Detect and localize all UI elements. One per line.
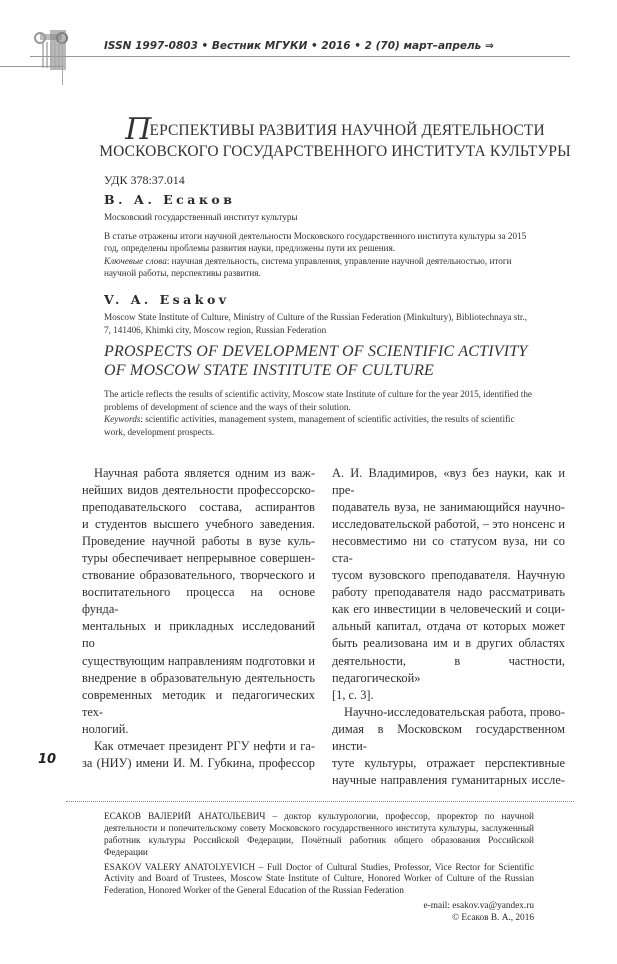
page-number: 10: [38, 752, 57, 767]
body-line: Как отмечает президент РГУ нефти и га-: [94, 739, 315, 754]
body-line: несовместимо ни со статусом вуза, ни со ста-: [332, 533, 565, 565]
body-line: работу преподавателя надо рассматривать: [332, 585, 565, 600]
author-email: e-mail: esakov.va@yandex.ru: [423, 900, 534, 911]
body-line: тусом вузовского преподавателя. Научную: [332, 568, 565, 583]
body-line: димая в Московском государственном инсти-: [332, 721, 565, 754]
abstract-text: The article reflects the results of scientific activity, Moscow state Institute of culture for the year 2015, identified the problems of development of science and the ways of their solution.: [104, 389, 533, 412]
author-ru: В. А. Есаков: [104, 192, 236, 207]
body-line: ментальных и прикладных исследований по: [82, 619, 315, 651]
article-title-line2: МОСКОВСКОГО ГОСУДАРСТВЕННОГО ИНСТИТУТА КУЛЬТУРЫ: [99, 143, 571, 160]
body-column-right: [332, 465, 565, 790]
abstract-en: [104, 388, 534, 438]
body-line: туте культуры, отражает перспективные: [332, 756, 565, 771]
author-bio-ru: ЕСАКОВ ВАЛЕРИЙ АНАТОЛЬЕВИЧ – доктор культурологии, профессор, проректор по научной деятельности и попечительскому совету Московского государственного института культуры, заслуженный работник культуры Российской Федерации, Почётный работник общего образования Российской Федерации: [104, 812, 534, 858]
keywords-text: : научная деятельность, система управления, управление научной деятельностью, итоги научной работы, перспективы развития.: [104, 255, 512, 279]
body-line: альный капитал, отдача от которых может: [332, 619, 565, 634]
keywords-label: Keywords: [104, 414, 141, 425]
body-line: нейших видов деятельности профессорско-: [82, 482, 315, 497]
body-line: Научно-исследовательская работа, прово-: [344, 704, 565, 719]
body-line: исследовательской работой, – это нонсенс и: [332, 516, 565, 531]
body-line: нологий.: [82, 721, 129, 736]
body-line: научные направления гуманитарных иссле-: [332, 773, 565, 788]
body-line: и студентов высшего учебного заведения.: [82, 516, 315, 531]
body-line: Научная работа является одним из важ-: [94, 465, 315, 480]
article-title-line1: [90, 112, 580, 147]
body-line: внедрение в образовательную деятельность: [82, 670, 315, 685]
body-line: существующим направлениям подготовки и: [82, 653, 315, 668]
affiliation-ru: Московский государственный институт культуры: [104, 212, 298, 222]
author-bio-en: ESAKOV VALERY ANATOLYEVICH – Full Doctor of Cultural Studies, Professor, Vice Rector for Scientific Activity and Board of Trustees, Moscow State Institute of Culture, Honored Worker of Culture of the Russian Federation, Honored Worker of the General Education of the Russian Federation: [104, 862, 534, 897]
body-line: современных методик и педагогических тех-: [82, 687, 315, 719]
copyright: © Есаков В. А., 2016: [452, 912, 534, 923]
body-columns: [82, 465, 565, 790]
body-line: [1, с. 3].: [332, 687, 374, 702]
udk-code: УДК 378:37.014: [104, 173, 185, 187]
keywords-label: Ключевые слова: [104, 255, 167, 266]
affiliation-en: Moscow State Institute of Culture, Ministry of Culture of the Russian Federation (Minkultury), Bibliotechnaya str., 7, 141406, Khimki city, Moscow region, Russian Federation: [104, 311, 528, 335]
body-line: воспитательного процесса на основе фунда-: [82, 585, 315, 617]
body-column-left: [82, 465, 315, 790]
body-line: деятельности, в частности, педагогической»: [332, 653, 565, 685]
running-header: ISSN 1997-0803 • Вестник МГУКИ • 2016 • 2 (70) март–апрель ⇒: [104, 40, 494, 52]
author-en: V. A. Esakov: [104, 291, 230, 307]
english-title-line2: OF MOSCOW STATE INSTITUTE OF CULTURE: [104, 362, 435, 380]
body-line: Проведение научной работы в вузе куль-: [82, 533, 315, 548]
body-line: быть реализована им и в других областях: [332, 636, 565, 651]
body-line: подаватель вуза, не занимающийся научно-: [332, 499, 565, 514]
english-title-line1: PROSPECTS OF DEVELOPMENT OF SCIENTIFIC ACTIVITY: [104, 343, 528, 361]
body-line: ствование образовательного, творческого и: [82, 568, 315, 583]
title-drop-cap: П: [125, 112, 152, 147]
abstract-ru: [104, 230, 534, 280]
title-text: ЕРСПЕКТИВЫ РАЗВИТИЯ НАУЧНОЙ ДЕЯТЕЛЬНОСТИ: [149, 122, 545, 139]
body-line: как его инвестиции в человеческий и соци-: [332, 602, 565, 617]
keywords-en: [104, 413, 534, 438]
abstract-text: В статье отражены итоги научной деятельности Московского государственного института культуры за 2015 год, определены проблемы развития науки, предложены пути их решения.: [104, 230, 527, 254]
keywords-text: : scientific activities, management system, management of scientific activities, the results of scientific work, development prospects.: [104, 414, 515, 437]
author-footnote: [104, 812, 534, 924]
body-line: за (НИУ) имени И. М. Губкина, профессор: [82, 756, 315, 771]
body-line: А. И. Владимиров, «вуз без науки, как и пре-: [332, 465, 565, 497]
keywords-ru: [104, 255, 534, 280]
body-line: туры обеспечивает непрерывное совершен-: [82, 551, 315, 565]
body-line: преподавательского состава, аспирантов: [82, 499, 315, 514]
footnote-separator: [66, 801, 574, 802]
